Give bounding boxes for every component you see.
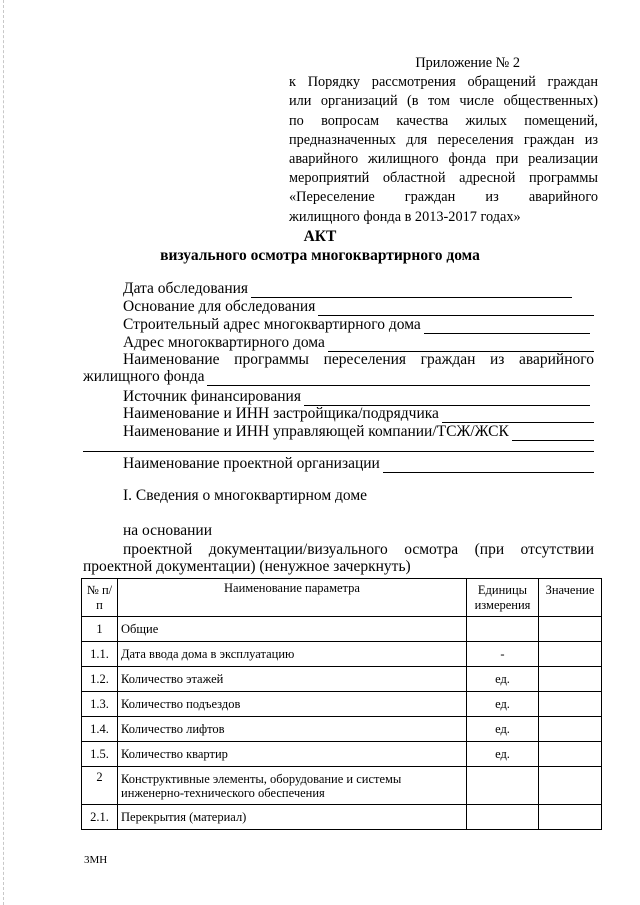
act-subtitle: визуального осмотра многоквартирного дома bbox=[160, 247, 480, 264]
program-name-label-cont: жилищного фонда bbox=[83, 368, 205, 385]
row-value[interactable] bbox=[539, 767, 602, 805]
row-unit: - bbox=[467, 642, 539, 667]
survey-basis-label: Основание для обследования bbox=[123, 298, 316, 315]
building-address-field[interactable] bbox=[123, 333, 594, 352]
header-num: № п/п bbox=[82, 579, 118, 617]
row-num: 1.2. bbox=[82, 667, 118, 692]
row-unit bbox=[467, 617, 539, 642]
table-row bbox=[82, 642, 602, 667]
table-row bbox=[82, 692, 602, 717]
program-name-blank[interactable] bbox=[207, 371, 590, 386]
basis-line: проектной документации/визуального осмотра (при отсутствии bbox=[123, 541, 594, 558]
table-header-row bbox=[82, 579, 602, 617]
appendix-line: мероприятий областной адресной программы bbox=[289, 170, 598, 187]
row-name: Общие bbox=[118, 617, 467, 642]
header-value: Значение bbox=[539, 579, 602, 617]
row-value[interactable] bbox=[539, 717, 602, 742]
appendix-block bbox=[289, 54, 598, 227]
row-name: Количество лифтов bbox=[118, 717, 467, 742]
appendix-line: «Переселение граждан из аварийного bbox=[289, 189, 598, 206]
row-num: 1.3. bbox=[82, 692, 118, 717]
row-num: 2.1. bbox=[82, 805, 118, 830]
management-company-label: Наименование и ИНН управляющей компании/ТСЖ/ЖСК bbox=[123, 423, 509, 440]
developer-label: Наименование и ИНН застройщика/подрядчика bbox=[123, 405, 439, 422]
appendix-line: к Порядку рассмотрения обращений граждан bbox=[289, 74, 598, 91]
row-num: 2 bbox=[82, 767, 118, 805]
row-unit: ед. bbox=[467, 667, 539, 692]
row-num: 1.1. bbox=[82, 642, 118, 667]
table-row bbox=[82, 667, 602, 692]
row-name: Количество подъездов bbox=[118, 692, 467, 717]
page-edge bbox=[3, 0, 4, 905]
row-value[interactable] bbox=[539, 742, 602, 767]
survey-date-blank[interactable] bbox=[251, 283, 572, 298]
construction-address-label: Строительный адрес многоквартирного дома bbox=[123, 316, 421, 333]
design-org-blank[interactable] bbox=[383, 458, 594, 473]
building-address-blank[interactable] bbox=[328, 337, 594, 352]
table-row bbox=[82, 717, 602, 742]
row-unit bbox=[467, 805, 539, 830]
row-unit: ед. bbox=[467, 692, 539, 717]
survey-basis-blank[interactable] bbox=[318, 301, 594, 316]
appendix-line: предназначенных для переселения граждан из bbox=[289, 131, 598, 148]
management-company-field[interactable] bbox=[123, 422, 594, 441]
survey-date-field[interactable] bbox=[123, 279, 572, 298]
header-name: Наименование параметра bbox=[118, 579, 467, 617]
appendix-line: аварийного жилищного фонда при реализации bbox=[289, 151, 598, 168]
row-num: 1.4. bbox=[82, 717, 118, 742]
program-name-field[interactable] bbox=[83, 367, 590, 386]
row-num: 1.5. bbox=[82, 742, 118, 767]
row-value[interactable] bbox=[539, 617, 602, 642]
design-org-label: Наименование проектной организации bbox=[123, 455, 380, 472]
table-row bbox=[82, 742, 602, 767]
construction-address-blank[interactable] bbox=[424, 319, 590, 334]
management-company-blank-cont[interactable] bbox=[83, 451, 594, 452]
management-company-blank[interactable] bbox=[512, 426, 594, 441]
act-title: АКТ bbox=[303, 228, 337, 245]
row-unit: ед. bbox=[467, 717, 539, 742]
row-name: Конструктивные элементы, оборудование и системы инженерно-технического обеспечения bbox=[118, 767, 467, 805]
section-title: I. Сведения о многоквартирном доме bbox=[123, 487, 368, 504]
program-name-label: Наименование программы переселения граждан из аварийного bbox=[123, 351, 594, 368]
row-value[interactable] bbox=[539, 692, 602, 717]
developer-field[interactable] bbox=[123, 404, 594, 423]
row-unit bbox=[467, 767, 539, 805]
row-name: Количество этажей bbox=[118, 667, 467, 692]
table-row bbox=[82, 767, 602, 805]
appendix-line: или организаций (в том числе общественных) bbox=[289, 93, 598, 110]
construction-address-field[interactable] bbox=[123, 315, 590, 334]
row-value[interactable] bbox=[539, 642, 602, 667]
funding-source-label: Источник финансирования bbox=[123, 388, 301, 405]
row-value[interactable] bbox=[539, 805, 602, 830]
table-row bbox=[82, 805, 602, 830]
survey-date-label: Дата обследования bbox=[123, 280, 249, 297]
header-unit: Единицы измерения bbox=[467, 579, 539, 617]
row-name: Количество квартир bbox=[118, 742, 467, 767]
appendix-title: Приложение № 2 bbox=[415, 55, 520, 71]
survey-basis-field[interactable] bbox=[123, 297, 594, 316]
document-code: 3МН bbox=[84, 854, 108, 866]
appendix-line: по вопросам качества жилых помещений, bbox=[289, 112, 598, 129]
row-name: Перекрытия (материал) bbox=[118, 805, 467, 830]
row-unit: ед. bbox=[467, 742, 539, 767]
row-value[interactable] bbox=[539, 667, 602, 692]
table-row bbox=[82, 617, 602, 642]
row-name: Дата ввода дома в эксплуатацию bbox=[118, 642, 467, 667]
parameters-table bbox=[81, 578, 602, 830]
design-org-field[interactable] bbox=[123, 454, 594, 473]
basis-line-cont: проектной документации) (ненужное зачеркнуть) bbox=[83, 558, 411, 575]
appendix-line: жилищного фонда в 2013-2017 годах» bbox=[289, 208, 521, 225]
developer-blank[interactable] bbox=[442, 408, 594, 423]
basis-intro: на основании bbox=[123, 522, 212, 539]
row-num: 1 bbox=[82, 617, 118, 642]
building-address-label: Адрес многоквартирного дома bbox=[123, 334, 325, 351]
